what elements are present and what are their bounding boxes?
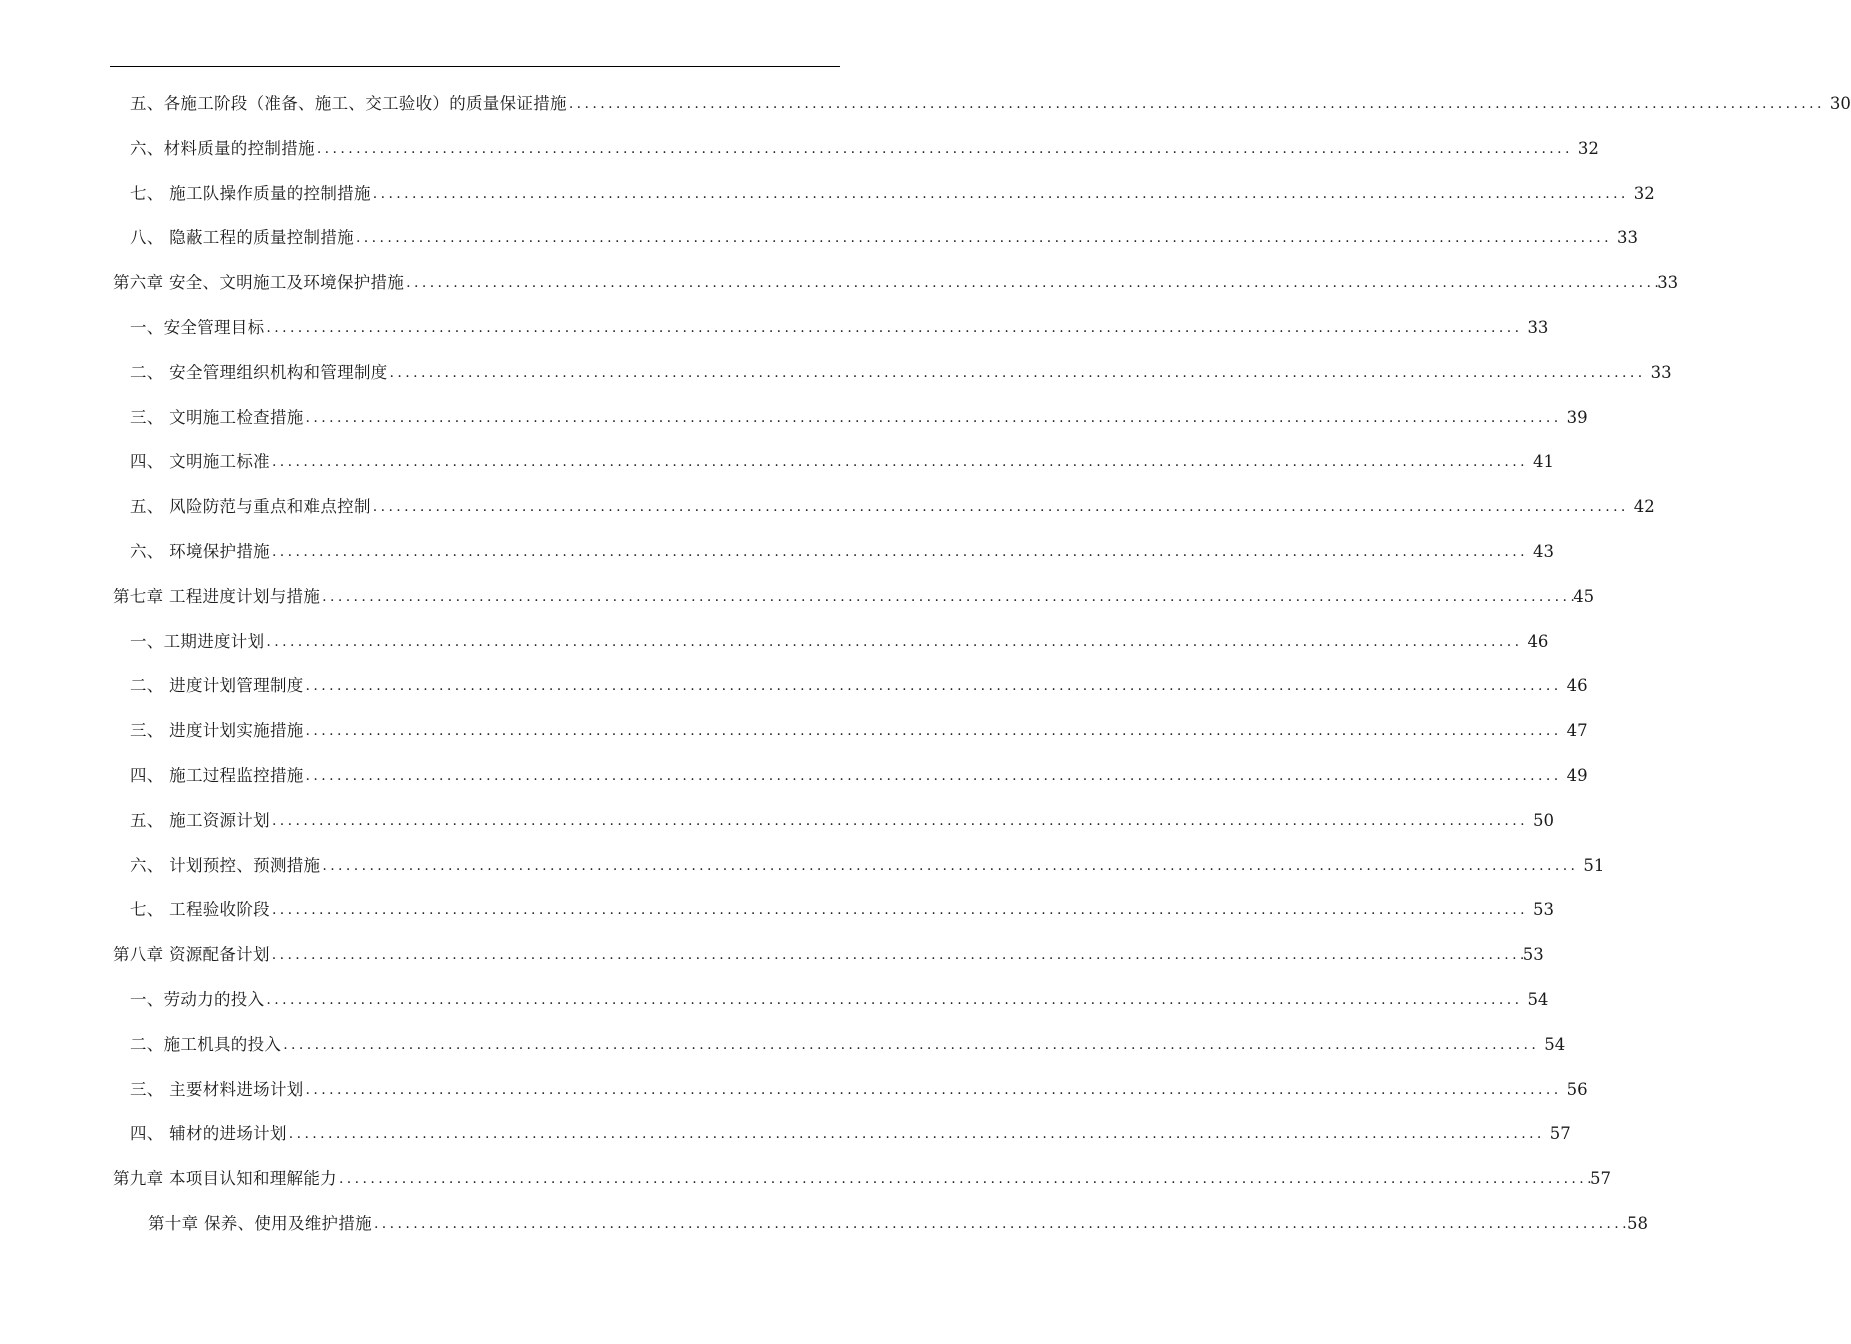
toc-section-entry[interactable] bbox=[130, 179, 1655, 205]
toc-page-number: 42 bbox=[1633, 497, 1655, 517]
toc-section-entry[interactable] bbox=[130, 895, 1554, 921]
toc-dot-leader: ................................................................................................................................................................ bbox=[271, 544, 1528, 560]
toc-dot-leader: ................................................................................................................................................................ bbox=[305, 409, 1562, 426]
toc-section-entry[interactable] bbox=[130, 806, 1554, 832]
toc-entry-title: 二、 进度计划管理制度 bbox=[130, 676, 304, 696]
toc-section-entry[interactable] bbox=[130, 447, 1554, 473]
toc-entry-title: 七、 工程验收阶段 bbox=[130, 900, 270, 920]
toc-entry-title: 第七章 工程进度计划与措施 bbox=[113, 586, 321, 606]
toc-section-entry[interactable] bbox=[130, 537, 1554, 563]
toc-section-entry[interactable] bbox=[130, 358, 1672, 384]
toc-dot-leader: ................................................................................................................................................................ bbox=[389, 364, 1646, 381]
toc-page-number: 57 bbox=[1589, 1169, 1611, 1189]
toc-entry-title: 四、 辅材的进场计划 bbox=[130, 1124, 287, 1144]
toc-section-entry[interactable] bbox=[130, 313, 1549, 339]
toc-entry-title: 六、材料质量的控制措施 bbox=[130, 138, 315, 158]
toc-page-number: 46 bbox=[1527, 631, 1549, 651]
toc-entry-title: 七、 施工队操作质量的控制措施 bbox=[130, 183, 371, 203]
toc-entry-title: 五、 施工资源计划 bbox=[130, 810, 270, 830]
toc-dot-leader: ................................................................................................................................................................ bbox=[305, 768, 1562, 784]
toc-page-number: 45 bbox=[1573, 586, 1595, 606]
toc-entry-title: 三、 文明施工检查措施 bbox=[130, 407, 304, 427]
toc-entry-title: 一、工期进度计划 bbox=[130, 631, 265, 651]
toc-page-number: 30 bbox=[1829, 94, 1851, 113]
toc-entry-title: 六、 环境保护措施 bbox=[130, 542, 270, 561]
toc-section-entry[interactable] bbox=[130, 89, 1851, 115]
toc-page-number: 49 bbox=[1566, 766, 1588, 785]
toc-section-entry[interactable] bbox=[130, 761, 1588, 787]
toc-dot-leader: ................................................................................................................................................................ bbox=[271, 812, 1528, 829]
toc-entry-title: 二、施工机具的投入 bbox=[130, 1034, 282, 1054]
toc-page-number: 43 bbox=[1532, 542, 1554, 561]
toc-dot-leader: ................................................................................................................................................................ bbox=[271, 454, 1528, 471]
toc-section-entry[interactable] bbox=[130, 1119, 1571, 1145]
toc-entry-title: 三、 主要材料进场计划 bbox=[130, 1079, 304, 1099]
toc-section-entry[interactable] bbox=[130, 716, 1588, 742]
toc-section-entry[interactable] bbox=[130, 403, 1588, 429]
toc-page-number: 39 bbox=[1566, 407, 1588, 427]
toc-dot-leader: ................................................................................................................................................................ bbox=[305, 1081, 1562, 1098]
toc-page-number: 53 bbox=[1522, 945, 1544, 965]
toc-dot-leader: ................................................................................................................................................................ bbox=[266, 320, 1523, 336]
toc-dot-leader: ................................................................................................................................................................ bbox=[271, 947, 1528, 964]
toc-dot-leader: ................................................................................................................................................................ bbox=[266, 992, 1523, 1008]
toc-page-number: 41 bbox=[1532, 452, 1554, 472]
toc-section-entry[interactable] bbox=[130, 134, 1599, 160]
header-rule bbox=[110, 66, 840, 67]
toc-page-number: 33 bbox=[1616, 228, 1638, 248]
toc-page-number: 33 bbox=[1650, 362, 1672, 382]
toc-page-number: 32 bbox=[1577, 138, 1599, 158]
toc-dot-leader: ................................................................................................................................................................ bbox=[373, 1216, 1630, 1232]
toc-entry-title: 第六章 安全、文明施工及环境保护措施 bbox=[113, 273, 405, 293]
toc-chapter-entry[interactable] bbox=[148, 1209, 1648, 1235]
toc-section-entry[interactable] bbox=[130, 492, 1655, 518]
toc-section-entry[interactable] bbox=[130, 851, 1605, 877]
toc-entry-title: 一、安全管理目标 bbox=[130, 318, 265, 337]
toc-chapter-entry[interactable] bbox=[113, 582, 1595, 608]
toc-section-entry[interactable] bbox=[130, 1075, 1588, 1101]
toc-dot-leader: ................................................................................................................................................................ bbox=[316, 140, 1573, 157]
toc-dot-leader: ................................................................................................................................................................ bbox=[288, 1126, 1545, 1143]
toc-entry-title: 六、 计划预控、预测措施 bbox=[130, 855, 321, 875]
toc-chapter-entry[interactable] bbox=[113, 1164, 1611, 1190]
toc-dot-leader: ................................................................................................................................................................ bbox=[322, 857, 1579, 874]
toc-dot-leader: ................................................................................................................................................................ bbox=[266, 633, 1523, 650]
toc-page-number: 56 bbox=[1566, 1079, 1588, 1099]
toc-page-number: 50 bbox=[1532, 810, 1554, 830]
toc-entry-title: 五、 风险防范与重点和难点控制 bbox=[130, 497, 371, 517]
toc-section-entry[interactable] bbox=[130, 627, 1549, 653]
toc-dot-leader: ................................................................................................................................................................ bbox=[271, 902, 1528, 919]
toc-chapter-entry[interactable] bbox=[113, 268, 1679, 294]
toc-entry-title: 第八章 资源配备计划 bbox=[113, 945, 270, 965]
toc-dot-leader: ................................................................................................................................................................ bbox=[372, 185, 1629, 202]
toc-entry-title: 三、 进度计划实施措施 bbox=[130, 721, 304, 741]
toc-entry-title: 一、劳动力的投入 bbox=[130, 990, 265, 1009]
toc-section-entry[interactable] bbox=[130, 671, 1588, 697]
toc-dot-leader: ................................................................................................................................................................ bbox=[322, 588, 1579, 605]
toc-entry-title: 五、各施工阶段（准备、施工、交工验收）的质量保证措施 bbox=[130, 94, 567, 113]
toc-page-number: 53 bbox=[1532, 900, 1554, 920]
toc-dot-leader: ................................................................................................................................................................ bbox=[406, 275, 1663, 292]
toc-page-number: 32 bbox=[1633, 183, 1655, 203]
toc-page-number: 54 bbox=[1544, 1034, 1566, 1054]
toc-page-number: 57 bbox=[1549, 1124, 1571, 1144]
toc-section-entry[interactable] bbox=[130, 985, 1549, 1011]
toc-dot-leader: ................................................................................................................................................................ bbox=[568, 96, 1825, 112]
toc-dot-leader: ................................................................................................................................................................ bbox=[305, 723, 1562, 740]
toc-page-number: 54 bbox=[1527, 990, 1549, 1009]
toc-entry-title: 二、 安全管理组织机构和管理制度 bbox=[130, 362, 388, 382]
toc-page-number: 58 bbox=[1626, 1214, 1648, 1233]
toc-page-number: 33 bbox=[1657, 273, 1679, 293]
toc-entry-title: 八、 隐蔽工程的质量控制措施 bbox=[130, 228, 354, 248]
toc-dot-leader: ................................................................................................................................................................ bbox=[372, 499, 1629, 516]
toc-entry-title: 四、 施工过程监控措施 bbox=[130, 766, 304, 785]
toc-section-entry[interactable] bbox=[130, 1030, 1566, 1056]
toc-section-entry[interactable] bbox=[130, 223, 1638, 249]
toc-dot-leader: ................................................................................................................................................................ bbox=[305, 678, 1562, 695]
toc-dot-leader: ................................................................................................................................................................ bbox=[338, 1171, 1595, 1188]
toc-dot-leader: ................................................................................................................................................................ bbox=[355, 230, 1612, 247]
toc-entry-title: 第九章 本项目认知和理解能力 bbox=[113, 1169, 337, 1189]
toc-chapter-entry[interactable] bbox=[113, 940, 1544, 966]
toc-page-number: 33 bbox=[1527, 318, 1549, 337]
toc-entry-title: 第十章 保养、使用及维护措施 bbox=[148, 1214, 372, 1233]
toc-page-number: 47 bbox=[1566, 721, 1588, 741]
toc-page-number: 51 bbox=[1583, 855, 1605, 875]
toc-dot-leader: ................................................................................................................................................................ bbox=[283, 1036, 1540, 1053]
toc-entry-title: 四、 文明施工标准 bbox=[130, 452, 270, 472]
toc-page-number: 46 bbox=[1566, 676, 1588, 696]
